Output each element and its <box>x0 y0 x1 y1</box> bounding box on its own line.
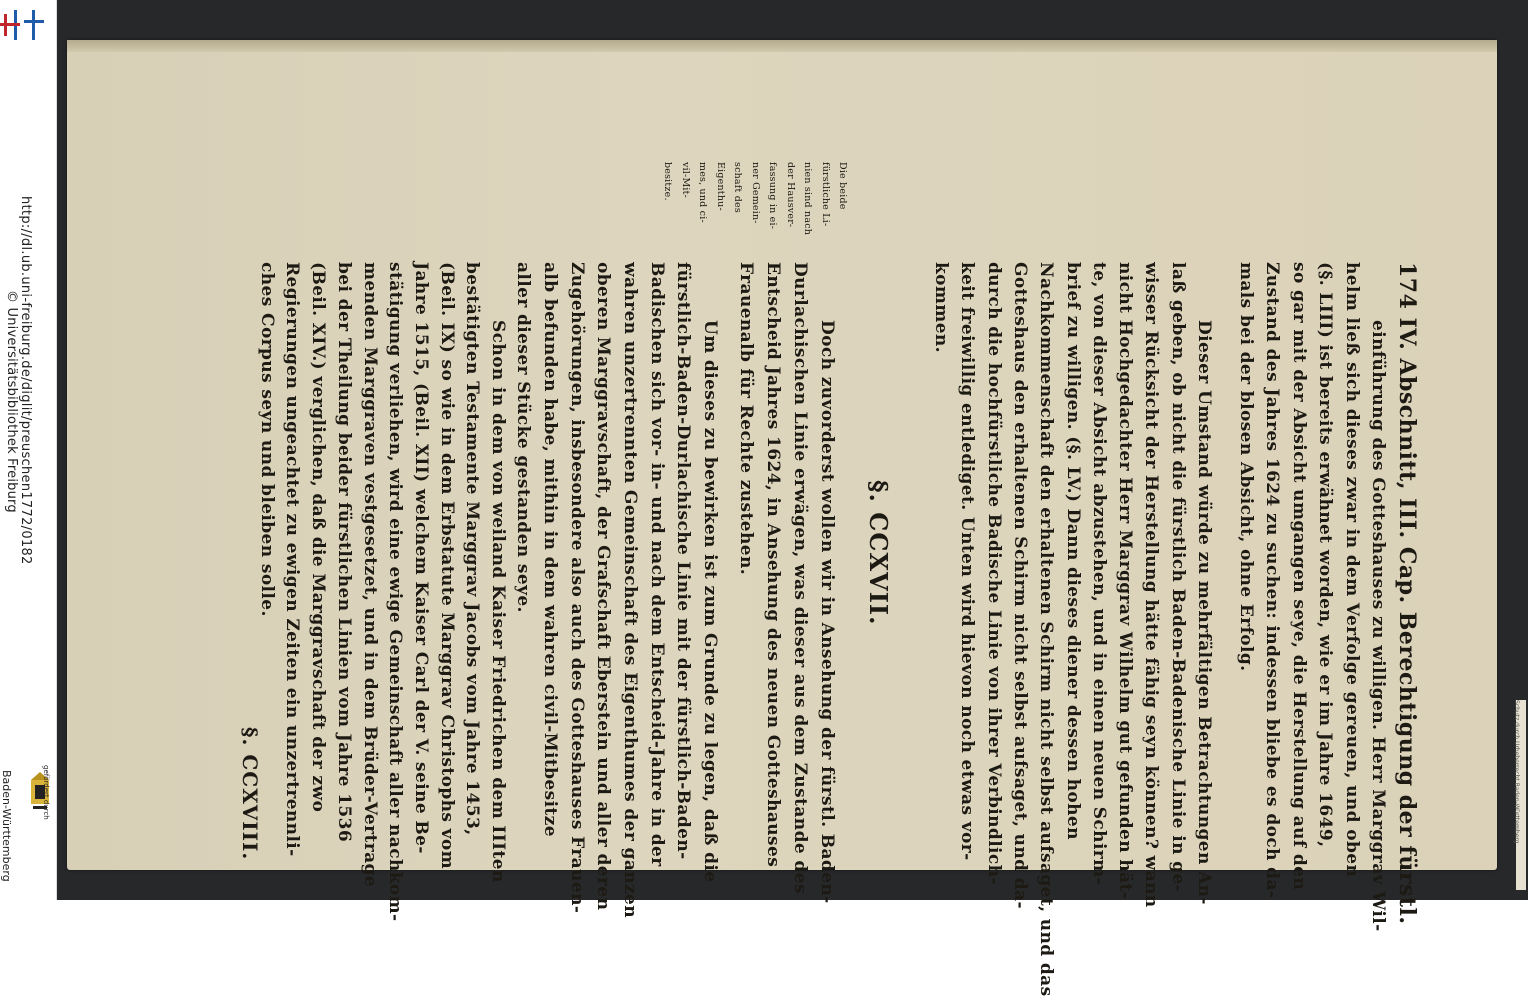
marginal-line: vil-Mit- <box>679 162 691 199</box>
marginal-line: mes, und ci- <box>697 162 708 223</box>
funding-label: Baden-Württemberg <box>0 770 13 882</box>
text-line: durch die hochfürstliche Badische Linie von ihrer Verbindlich- <box>983 262 1004 885</box>
funding-caption: gefördert durch <box>42 765 50 820</box>
text-line: Entscheid Jahres 1624, in Ansehung des neuen Gotteshauses <box>763 262 783 868</box>
marginal-line: besitze. <box>662 162 673 201</box>
page-url[interactable]: http://dl.ub.uni-freiburg.de/diglit/preuschen1772/0182 <box>18 196 33 565</box>
text-line: Zugehörungen, insbesondere also auch des Gotteshauses Frauen- <box>566 262 587 914</box>
state-coat-of-arms-icon <box>28 762 54 822</box>
text-line: aller dieser Stücke gestanden seye. <box>513 262 534 613</box>
text-line: Frauenalb für Rechte zustehen. <box>736 262 756 576</box>
viewer-sidebar <box>0 0 57 900</box>
marginal-line: der Hausver- <box>784 162 796 228</box>
ruler-label: Schutz durch Urheberrecht Baden-Württemberg <box>1513 700 1520 844</box>
marginal-line: schaft des <box>732 162 743 213</box>
text-line: (Beil. XIV.) verglichen, daß die Marggravschaft der zwo <box>308 262 329 813</box>
text-line: Schon in dem von weiland Kaiser Friedrichen dem IIIten <box>488 320 508 883</box>
marginal-line: fürstliche Li- <box>819 162 831 227</box>
text-line: einführung des Gotteshauses zu willigen. Herr Marggrav Wil- <box>1368 320 1388 932</box>
text-line: (Beil. IX) so wie in dem Erbstatute Marggrav Christophs vom <box>436 262 457 870</box>
text-line: bestätigten Testamente Marggrav Jacobs vom Jahre 1453, <box>462 262 483 836</box>
text-line: Zustand des Jahres 1624 zu suchen: indessen bliebe es doch da- <box>1262 262 1282 899</box>
copyright-notice: © Universitätsbibliothek Freiburg <box>4 290 19 513</box>
text-line: menden Marggraven vestgesetzet, und in dem Brüder-Vertrage <box>359 262 380 888</box>
text-line: te, von dieser Absicht abzustehen, und in einen neuen Schirm- <box>1088 262 1109 886</box>
text-line: Doch zuvorderst wollen wir in Ansehung der fürstl. Baden- <box>817 320 837 904</box>
marginal-line: fassung in ei- <box>767 162 778 230</box>
text-line: helm ließ sich dieses zwar in dem Verfolge gereuen, und oben <box>1341 262 1362 878</box>
text-line: Dieser Umstand würde zu mehrfältigen Betrachtungen An- <box>1194 320 1214 905</box>
text-line: Nachkommenschaft den erhaltenen Schirm nicht selbst aufsaget, und das <box>1036 262 1057 997</box>
text-line: Regierungen ungeachtet zu ewigen Zeiten ein unzertrennli- <box>282 262 303 857</box>
text-line: oberen Marggravschaft, der Grafschaft Eberstein und aller deren <box>593 262 614 911</box>
running-header: 174 IV. Abschnitt, III. Cap. Berechtigung der fürstl. <box>1394 262 1420 925</box>
text-line: mals bei der blosen Absicht, ohne Erfolg. <box>1235 262 1256 672</box>
text-line: Durlachischen Linie erwägen, was dieser aus dem Zustande des <box>790 262 810 894</box>
text-line: wahren unzertrennten Gemeinschaft des Eigenthumes der ganzen <box>619 262 640 919</box>
marginal-line: Die beide <box>837 162 848 210</box>
text-line: brief zu willigen. (§. LV.) Dann dieses diener dessen hohen <box>1062 262 1083 840</box>
page-edge <box>67 40 1497 52</box>
text-line: (§. LIII) ist bereits erwähnet worden, wie er im Jahre 1649, <box>1315 262 1335 848</box>
text-line: Gotteshaus den erhaltenen Schirm nicht selbst aufsaget, und da- <box>1009 262 1030 909</box>
text-line: ches Corpus seyn und bleiben solle. <box>256 262 277 617</box>
text-line: Jahre 1515, (Beil. XII) welchem Kaiser Carl der V. seine Be- <box>410 262 431 854</box>
catchword-section-heading: §. CCXVIII. <box>238 727 262 861</box>
text-line: so gar mit der Absicht umgangen seye, die Herstellung auf den <box>1288 262 1309 891</box>
text-line: alb befunden habe, mithin in dem wahren civil-Mitbesitze <box>539 262 560 837</box>
text-line: Um dieses zu bewirken ist zum Grunde zu legen, daß die <box>700 320 720 883</box>
text-line: Badischen sich vor- in- und nach dem Entscheid-Jahre in der <box>646 262 667 867</box>
section-heading: §. CCXVII. <box>864 480 893 626</box>
marginal-line: ner Gemein- <box>749 162 761 224</box>
text-line: stätigung verliehen, wird eine ewige Gemeinschaft aller nachkom- <box>385 262 406 922</box>
text-line: bei der Theilung beider fürstlichen Linien vom Jahre 1536 <box>333 262 354 843</box>
library-logo-icon <box>0 6 56 46</box>
text-line: laß geben, ob nicht die fürstlich Baden-Badenische Linie in ge- <box>1167 262 1188 893</box>
text-line: keit freiwillig entlediget. Unten wird hievon noch etwas vor- <box>957 262 978 861</box>
marginal-line: nien sind nach <box>802 162 813 236</box>
text-line: kommen. <box>931 262 951 353</box>
text-line: wisser Rücksicht der Herstellung hätte fähig seyn können? wann <box>1141 262 1162 908</box>
text-line: nicht Hochgedachter Herr Marggrav Wilhelm gut gefunden hät- <box>1115 262 1136 900</box>
text-line: fürstlich-Baden-Durlachische Linie mit der fürstlich-Baden- <box>673 262 694 860</box>
marginal-line: Eigenthu- <box>714 162 726 211</box>
